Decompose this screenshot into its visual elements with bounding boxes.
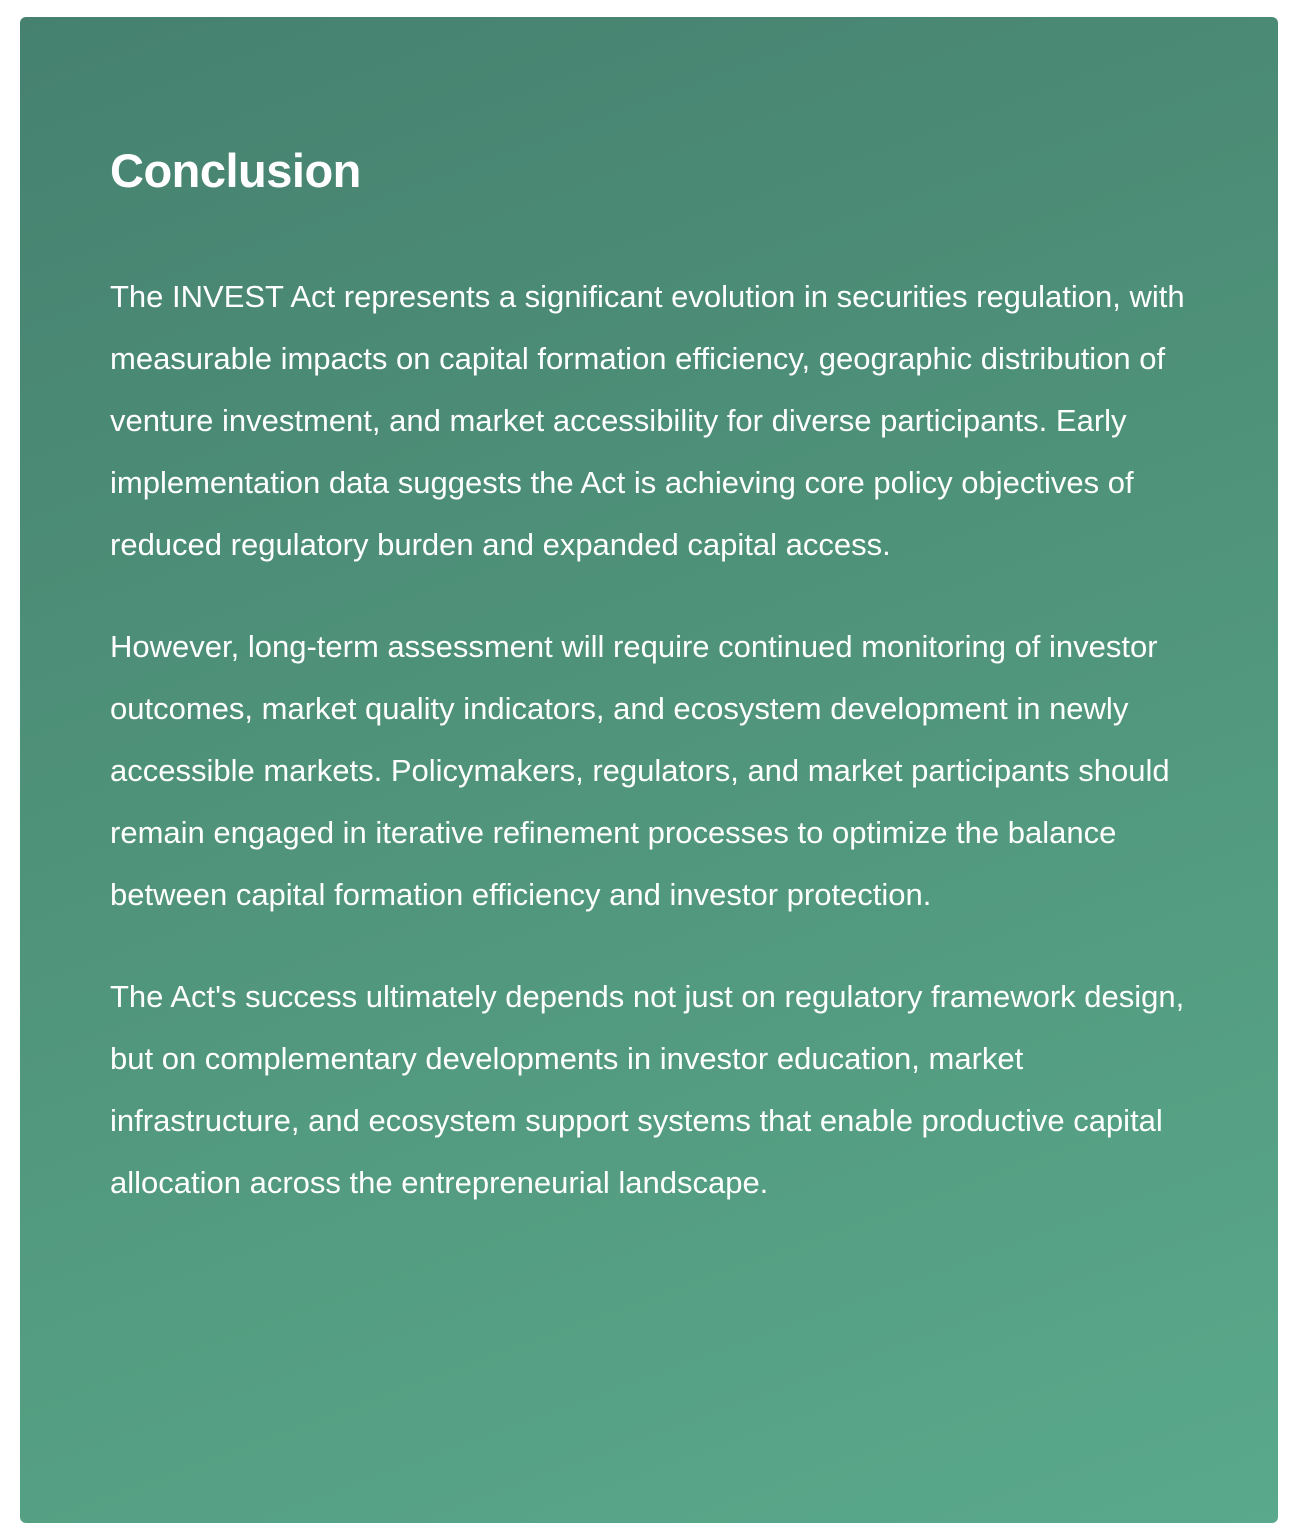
conclusion-paragraph-2: However, long-term assessment will require continued monitoring of investor outcomes, market quality indicators, and ecosystem development in newly accessible markets. Policymakers, regulators, and market participants should remain engaged in iterative refinement processes to optimize the balance between capital formation efficiency and investor protection.: [110, 629, 1170, 912]
conclusion-paragraph-3: The Act's success ultimately depends not just on regulatory framework design, but on complementary developments in investor education, market infrastructure, and ecosystem support systems that enable productive capital allocation across the entrepreneurial landscape.: [110, 979, 1185, 1200]
section-title: Conclusion: [110, 144, 361, 197]
conclusion-section: [20, 17, 1278, 1523]
conclusion-paragraph-1: The INVEST Act represents a significant evolution in securities regulation, with measurable impacts on capital formation efficiency, geographic distribution of venture investment, and market accessibility for diverse participants. Early implementation data suggests the Act is achieving core policy objectives of reduced regulatory burden and expanded capital access.: [110, 279, 1185, 562]
